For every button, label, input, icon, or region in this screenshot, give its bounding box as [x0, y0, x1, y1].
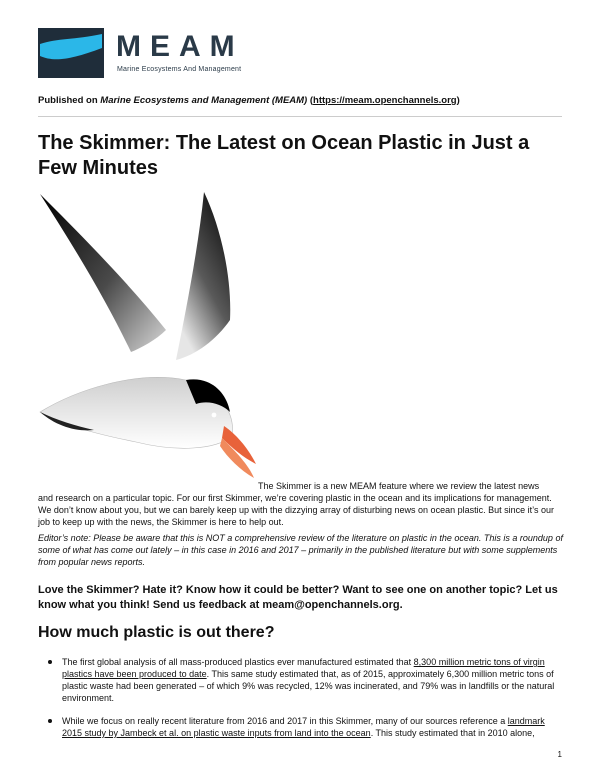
page-title: The Skimmer: The Latest on Ocean Plastic in Just a Few Minutes	[38, 132, 530, 179]
published-line: Published on Marine Ecosystems and Management (MEAM) (https://meam.openchannels.org)	[38, 95, 460, 106]
black-skimmer-illustration	[36, 190, 258, 482]
bullet-list	[38, 656, 566, 750]
editor-note: Editor’s note: Please be aware that this is NOT a comprehensive review of the literature on plastic in the ocean. This is a roundup of some of what has come out lately – in this case in 2016 and 2017 – primarily in the published literature but with some supplements from popular news reports.	[38, 533, 563, 567]
logo-mark	[38, 28, 104, 78]
list-item	[38, 656, 566, 704]
divider	[38, 116, 562, 117]
bullet-text: . This same study estimated that, as of 2015, approximately 6,300 million metric tons of plastic waste had been generated – of which 9% was recycled, 12% was incinerated, and 79% was in landfills or the natural environment.	[62, 669, 555, 703]
bullet-text: . This study estimated that in 2010 alone,	[370, 728, 535, 738]
logo-wordmark: MEAM	[116, 30, 244, 63]
section-heading: How much plastic is out there?	[38, 624, 275, 641]
bullet-link[interactable]: 8,300 million metric tons of virgin plastics have been produced to date	[62, 657, 545, 679]
published-source: Marine Ecosystems and Management (MEAM)	[100, 95, 308, 106]
published-prefix: Published on	[38, 95, 98, 106]
meam-logo	[38, 28, 258, 78]
feedback-callout: Love the Skimmer? Hate it? Know how it could be better? Want to see one on another topic? Let us know what you think! Send us feedback at meam@openchannels.org.	[38, 584, 558, 611]
published-url-link[interactable]: https://meam.openchannels.org	[313, 95, 457, 106]
bullet-link[interactable]: landmark 2015 study by Jambeck et al. on plastic waste inputs from land into the ocean	[62, 716, 545, 738]
intro-paragraph: and research on a particular topic. For our first Skimmer, we’re covering plastic in the ocean and its implications for management. We don’t know about you, but we can barely keep up with the dizzying array of disturbing news on ocean plastic. But since it’s our job to keep up with the news, the Skimmer is here to help out.	[38, 493, 554, 527]
bullet-text: While we focus on really recent literature from 2016 and 2017 in this Skimmer, many of our sources reference a	[62, 716, 508, 726]
page-number: 1	[557, 750, 562, 759]
bullet-text: The first global analysis of all mass-produced plastics ever manufactured estimated that	[62, 657, 414, 667]
list-item	[38, 715, 566, 739]
logo-tagline: Marine Ecosystems And Management	[117, 66, 242, 73]
intro-first-line: The Skimmer is a new MEAM feature where we review the latest news	[258, 481, 540, 491]
